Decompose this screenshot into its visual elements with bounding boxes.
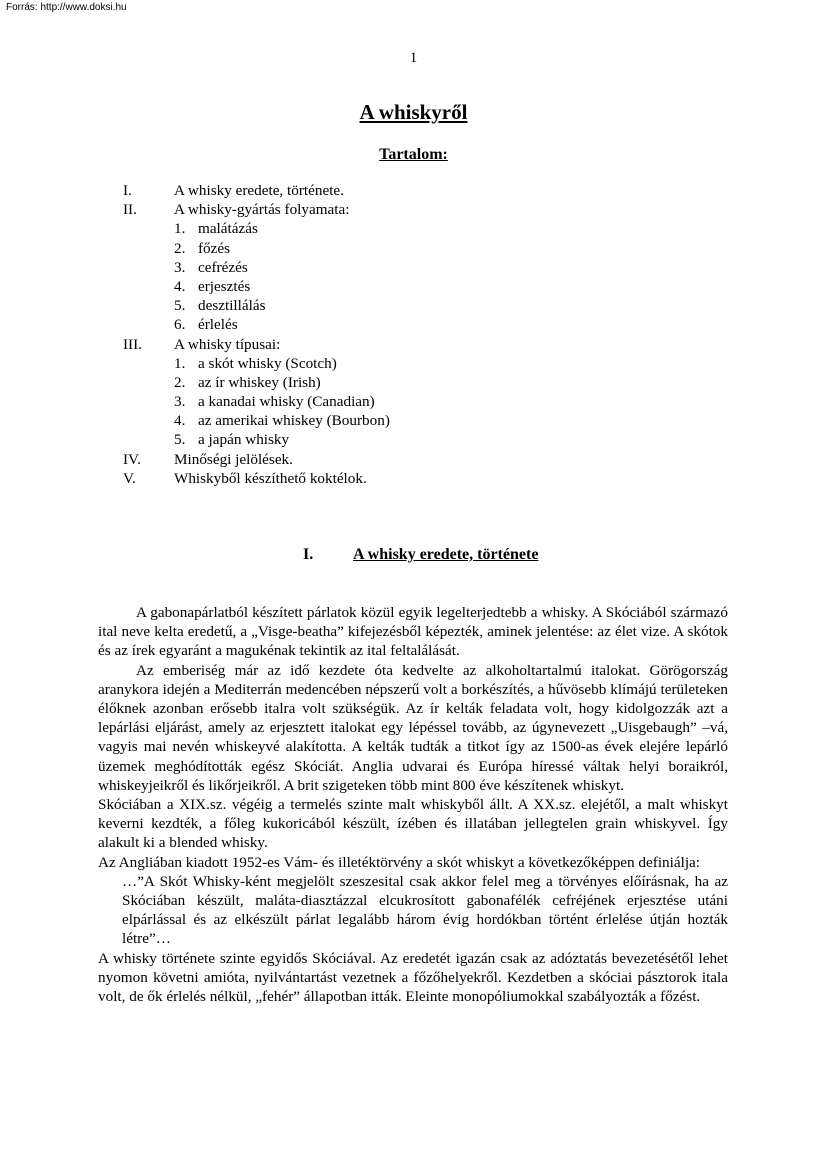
toc-item-text: Minőségi jelölések. — [174, 450, 293, 468]
toc-heading: Tartalom: — [379, 146, 448, 163]
paragraph: Skóciában a XIX.sz. végéig a termelés szinte malt whiskyből állt. A XX.sz. elejétől, a malt whiskyt keverni kezdték, a főleg kukoricából készült, ízében és illatában jellegtelen grain whiskyvel. Így alakult ki a blended whisky. — [98, 796, 728, 852]
toc-subitem-text: desztillálás — [198, 297, 266, 315]
toc-item-text: Whiskyből készíthető koktélok. — [174, 469, 367, 487]
paragraph: A gabonapárlatból készített párlatok közül egyik legelterjedtebb a whisky. A Skóciából származó ital neve kelta eredetű, a „Visge-beatha” kifejezésből képezték, aminek jelentése: az élet vize. A skótok és az írek egyaránt a magukénak tekintik az ital feltalálását. — [98, 604, 728, 660]
toc-subitem-text: a kanadai whisky (Canadian) — [198, 393, 375, 411]
toc-subitem-text: főzés — [198, 239, 231, 257]
toc-subitem-text: malátázás — [198, 220, 258, 238]
toc-subitem-text: cefrézés — [198, 258, 248, 276]
toc-item-number: II. — [123, 201, 137, 219]
toc-item-text: A whisky eredete, története. — [174, 182, 344, 199]
document-title: A whiskyről — [359, 100, 468, 124]
paragraph: A whisky története szinte egyidős Skóciával. Az eredetét igazán csak az adóztatás bevezetésétől lehet nyomon követni amióta, nyilvántartást vezetnek a főzőhelyekről. Kezdetben a skóciai pásztorok itala volt, de ők érlelés nélkül, „fehér” állapotban itták. Eleinte monopóliumokkal szabályozták a főzést. — [98, 949, 728, 1006]
paragraph: Az emberiség már az idő kezdete óta kedvelte az alkoholtartalmú italokat. Görögország aranykora idején a Mediterrán medencében népszerű volt a borkészítés, a hűvösebb klímájú területeken élőknek azonban erősebb italra volt szükségük. Az ír kelták feladata volt, hogy kidolgozzák azt a lepárlási eljárást, amely az erjesztett italokat egy lépéssel tovább, az úgynevezett „Uisgebaugh” –vá, vagyis mai nevén whiskeyvé alakította. A kelták tudták a titkot így az 1500-as évek elejére lepárló üzemek meghódították egész Skóciát. Anglia udvarai és Európa híressé váltak helyi boraikról, whiskeyjeikről és likőrjeikről. A brit szigeteken több mint 800 éve készítenek whiskyt. — [98, 661, 728, 794]
toc-item-text: A whisky-gyártás folyamata: — [174, 201, 350, 219]
toc-subitem-number: 4. — [174, 412, 186, 430]
toc-subitem-text: az amerikai whiskey (Bourbon) — [198, 412, 390, 430]
toc-subitem-number: 1. — [174, 220, 186, 238]
toc-subitem-text: a skót whisky (Scotch) — [198, 354, 337, 372]
toc-item-number: III. — [123, 335, 142, 353]
toc-item-number: IV. — [123, 450, 141, 468]
quotation: …”A Skót Whisky-ként megjelölt szeszesital csak akkor felel meg a törvényes előírásnak, ha az Skóciában készült, maláta-diasztázzal elcukrosított gabonafélék cefréjének erjesztése utáni elpárlással és az elkészült párlat legalább három évig hordókban történt érlelése útján hozták létre”… — [122, 872, 728, 948]
toc-subitem-number: 4. — [174, 277, 186, 295]
toc-subitem-number: 6. — [174, 316, 186, 334]
toc-subitem-number: 1. — [174, 354, 186, 372]
section-number: I. — [303, 546, 314, 563]
toc-subitem-number: 3. — [174, 393, 186, 411]
paragraph: Az Angliában kiadott 1952-es Vám- és illetéktörvény a skót whiskyt a következőképpen definiálja: — [98, 853, 700, 871]
body-text — [98, 603, 728, 1006]
toc-subitem-text: erjesztés — [198, 277, 251, 295]
toc-subitem-text: érlelés — [198, 316, 238, 334]
toc-subitem-number: 2. — [174, 239, 186, 257]
toc-subitem-number: 5. — [174, 431, 186, 449]
toc-subitem-text: a japán whisky — [198, 431, 290, 449]
toc-subitem-number: 2. — [174, 373, 186, 391]
toc-subitem-number: 5. — [174, 297, 186, 315]
page-number: 1 — [409, 50, 418, 66]
source-url: Forrás: http://www.doksi.hu — [6, 2, 127, 13]
toc-item-number: V. — [123, 469, 136, 487]
toc-subitem-number: 3. — [174, 258, 186, 276]
toc-item-number: I. — [123, 182, 132, 199]
toc-subitem-text: az ír whiskey (Irish) — [198, 373, 321, 391]
section-title: A whisky eredete, története — [353, 546, 539, 563]
toc-item-text: A whisky típusai: — [174, 335, 281, 353]
